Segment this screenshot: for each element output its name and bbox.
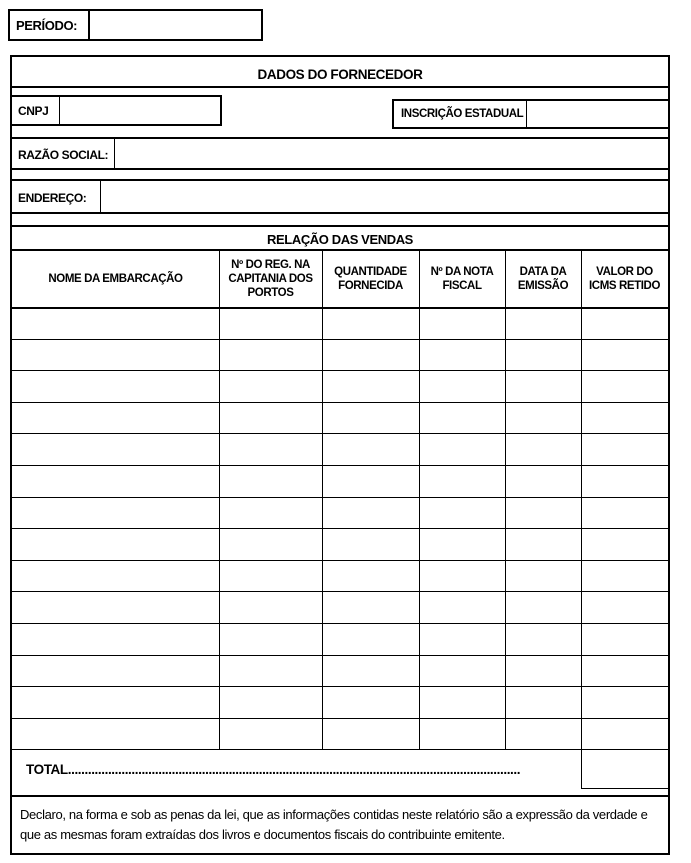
- table-cell[interactable]: [13, 657, 218, 686]
- table-cell[interactable]: [220, 309, 321, 338]
- declaracao-text: Declaro, na forma e sob as penas da lei, que as informações contidas neste relatório são a expressão da verdade e que as mesmas foram extraídas dos livros e documentos fiscais do contribuinte emitente.: [20, 807, 648, 842]
- table-cell[interactable]: [13, 309, 218, 338]
- row-separator: [12, 497, 668, 498]
- table-cell[interactable]: [582, 688, 667, 717]
- table-cell[interactable]: [220, 404, 321, 433]
- table-cell[interactable]: [506, 341, 580, 370]
- table-cell[interactable]: [506, 372, 580, 401]
- table-cell[interactable]: [506, 720, 580, 749]
- table-cell[interactable]: [13, 467, 218, 496]
- col-header-nota-fiscal: Nº DA NOTA FISCAL: [430, 266, 494, 292]
- ie-label: INSCRIÇÃO ESTADUAL: [401, 108, 524, 120]
- table-cell[interactable]: [323, 562, 418, 591]
- table-cell[interactable]: [420, 562, 504, 591]
- table-cell[interactable]: [13, 530, 218, 559]
- table-cell[interactable]: [506, 625, 580, 654]
- table-cell[interactable]: [582, 562, 667, 591]
- table-cell[interactable]: [506, 499, 580, 528]
- table-cell[interactable]: [220, 467, 321, 496]
- table-cell[interactable]: [13, 720, 218, 749]
- table-cell[interactable]: [220, 657, 321, 686]
- table-cell[interactable]: [220, 593, 321, 622]
- form-frame: [10, 55, 670, 855]
- table-cell[interactable]: [420, 435, 504, 464]
- table-cell[interactable]: [582, 309, 667, 338]
- table-cell[interactable]: [220, 499, 321, 528]
- row-separator: [12, 465, 668, 466]
- table-cell[interactable]: [506, 688, 580, 717]
- table-cell[interactable]: [13, 562, 218, 591]
- table-cell[interactable]: [582, 341, 667, 370]
- table-cell[interactable]: [323, 404, 418, 433]
- table-cell[interactable]: [323, 341, 418, 370]
- fornecedor-title: DADOS DO FORNECEDOR: [257, 67, 423, 82]
- table-cell[interactable]: [420, 372, 504, 401]
- row-separator: [12, 686, 668, 687]
- table-cell[interactable]: [582, 372, 667, 401]
- table-cell[interactable]: [420, 341, 504, 370]
- table-cell[interactable]: [220, 720, 321, 749]
- table-cell[interactable]: [13, 499, 218, 528]
- table-cell[interactable]: [420, 593, 504, 622]
- table-cell[interactable]: [323, 625, 418, 654]
- col-header-embarcacao: NOME DA EMBARCAÇÃO: [48, 273, 183, 285]
- table-cell[interactable]: [506, 530, 580, 559]
- table-cell[interactable]: [420, 404, 504, 433]
- col-header-registro: Nº DO REG. NA CAPITANIA DOS PORTOS: [228, 259, 313, 299]
- row-separator: [12, 591, 668, 592]
- table-cell[interactable]: [323, 530, 418, 559]
- table-cell[interactable]: [582, 467, 667, 496]
- table-cell[interactable]: [323, 467, 418, 496]
- table-cell[interactable]: [220, 435, 321, 464]
- table-cell[interactable]: [13, 341, 218, 370]
- divider: [12, 795, 668, 797]
- column-separator: [581, 749, 582, 788]
- table-cell[interactable]: [220, 372, 321, 401]
- table-cell[interactable]: [13, 372, 218, 401]
- row-separator: [12, 370, 668, 371]
- table-cell[interactable]: [420, 530, 504, 559]
- table-cell[interactable]: [323, 657, 418, 686]
- table-cell[interactable]: [323, 309, 418, 338]
- row-separator: [12, 433, 668, 434]
- periodo-field[interactable]: [90, 11, 261, 39]
- table-cell[interactable]: [13, 404, 218, 433]
- table-cell[interactable]: [582, 435, 667, 464]
- row-separator: [12, 528, 668, 529]
- row-separator: [12, 402, 668, 403]
- table-cell[interactable]: [323, 688, 418, 717]
- row-separator: [12, 749, 668, 750]
- table-cell[interactable]: [582, 499, 667, 528]
- table-cell[interactable]: [506, 593, 580, 622]
- table-cell[interactable]: [506, 657, 580, 686]
- col-header-data-emissao: DATA DA EMISSÃO: [517, 266, 569, 292]
- razao-label: RAZÃO SOCIAL:: [18, 148, 109, 162]
- table-cell[interactable]: [13, 435, 218, 464]
- vendas-table: [12, 57, 668, 853]
- table-cell[interactable]: [420, 625, 504, 654]
- col-header-valor-icms: VALOR DO ICMS RETIDO: [589, 266, 660, 292]
- table-cell[interactable]: [582, 530, 667, 559]
- table-cell[interactable]: [582, 593, 667, 622]
- endereco-label: ENDEREÇO:: [18, 191, 87, 205]
- table-cell[interactable]: [323, 435, 418, 464]
- table-cell[interactable]: [420, 657, 504, 686]
- table-cell[interactable]: [420, 467, 504, 496]
- total-field[interactable]: [583, 751, 668, 788]
- table-cell[interactable]: [420, 499, 504, 528]
- table-cell[interactable]: [506, 435, 580, 464]
- table-cell[interactable]: [420, 309, 504, 338]
- table-cell[interactable]: [13, 688, 218, 717]
- row-separator: [12, 560, 668, 561]
- table-cell[interactable]: [13, 593, 218, 622]
- table-cell[interactable]: [220, 341, 321, 370]
- table-cell[interactable]: [323, 372, 418, 401]
- table-cell[interactable]: [506, 562, 580, 591]
- row-separator: [12, 623, 668, 624]
- vendas-title: RELAÇÃO DAS VENDAS: [267, 232, 413, 247]
- table-cell[interactable]: [323, 593, 418, 622]
- row-separator: [12, 718, 668, 719]
- row-separator: [581, 788, 668, 789]
- table-cell[interactable]: [220, 625, 321, 654]
- row-separator: [12, 655, 668, 656]
- table-cell[interactable]: [420, 688, 504, 717]
- table-cell[interactable]: [506, 309, 580, 338]
- col-header-quantidade: QUANTIDADE FORNECIDA: [334, 266, 407, 292]
- row-separator: [12, 339, 668, 340]
- table-cell[interactable]: [220, 530, 321, 559]
- table-cell[interactable]: [13, 625, 218, 654]
- table-cell[interactable]: [420, 720, 504, 749]
- table-cell[interactable]: [582, 404, 667, 433]
- table-cell[interactable]: [323, 720, 418, 749]
- table-cell[interactable]: [582, 657, 667, 686]
- periodo-label: PERÍODO:: [16, 18, 78, 33]
- cnpj-label: CNPJ: [18, 104, 49, 118]
- table-cell[interactable]: [220, 562, 321, 591]
- table-cell[interactable]: [582, 625, 667, 654]
- table-cell[interactable]: [323, 499, 418, 528]
- periodo-box: [8, 9, 263, 41]
- table-cell[interactable]: [220, 688, 321, 717]
- table-cell[interactable]: [506, 467, 580, 496]
- table-cell[interactable]: [582, 720, 667, 749]
- total-label: TOTAL.......................................................................................................................................: [26, 762, 521, 777]
- table-cell[interactable]: [506, 404, 580, 433]
